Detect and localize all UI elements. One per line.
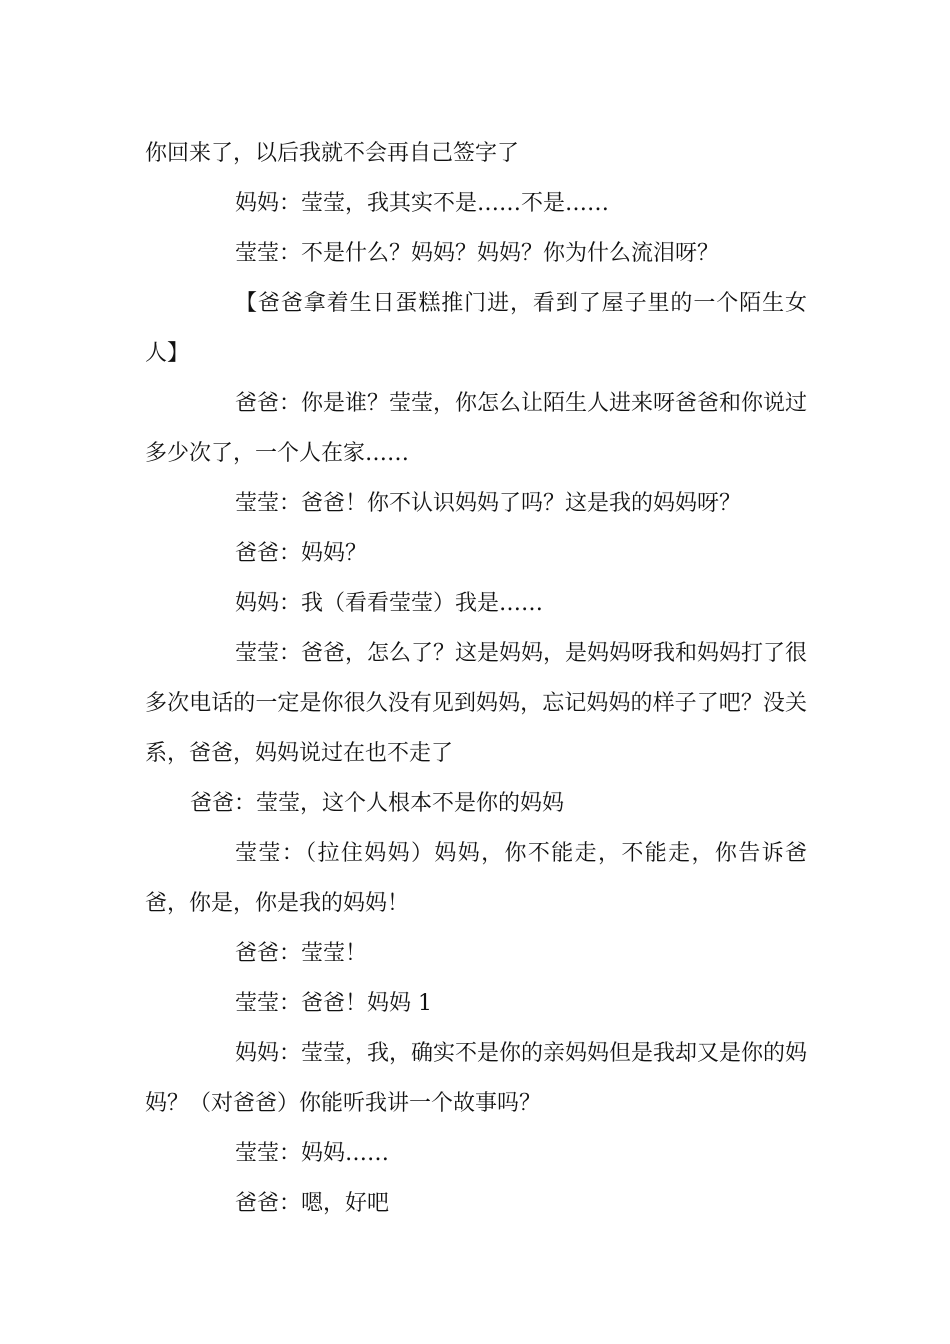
document-body [145,129,807,1229]
paragraph-13: 莹莹：爸爸！妈妈 1 [235,991,432,1016]
paragraph-10: 爸爸：莹莹，这个人根本不是你的妈妈 [190,791,565,816]
paragraph-14: 妈妈：莹莹，我，确实不是你的亲妈妈但是我却又是你的妈妈？（对爸爸）你能听我讲一个故事吗？ [145,1041,808,1116]
paragraph-6: 莹莹：爸爸！你不认识妈妈了吗？这是我的妈妈呀？ [235,491,742,516]
paragraph-9: 莹莹：爸爸，怎么了？这是妈妈，是妈妈呀我和妈妈打了很多次电话的一定是你很久没有见到妈妈，忘记妈妈的样子了吧？没关系，爸爸，妈妈说过在也不走了 [145,641,808,766]
paragraph-1: 你回来了，以后我就不会再自己签字了 [145,141,520,166]
paragraph-3: 莹莹：不是什么？妈妈？妈妈？你为什么流泪呀？ [235,241,720,266]
paragraph-5: 爸爸：你是谁？莹莹，你怎么让陌生人进来呀爸爸和你说过多少次了，一个人在家…… [145,391,808,466]
paragraph-2: 妈妈：莹莹，我其实不是……不是…… [235,191,610,216]
paragraph-12: 爸爸：莹莹！ [235,941,368,966]
paragraph-15: 莹莹：妈妈…… [235,1141,390,1166]
paragraph-16: 爸爸：嗯，好吧 [235,1191,390,1216]
paragraph-4-stage-direction: 【爸爸拿着生日蛋糕推门进，看到了屋子里的一个陌生女人】 [145,291,807,366]
paragraph-7: 爸爸：妈妈？ [235,541,368,566]
paragraph-8: 妈妈：我（看看莹莹）我是…… [235,591,544,616]
paragraph-11: 莹莹：（拉住妈妈）妈妈，你不能走，不能走，你告诉爸爸，你是，你是我的妈妈！ [145,841,807,916]
